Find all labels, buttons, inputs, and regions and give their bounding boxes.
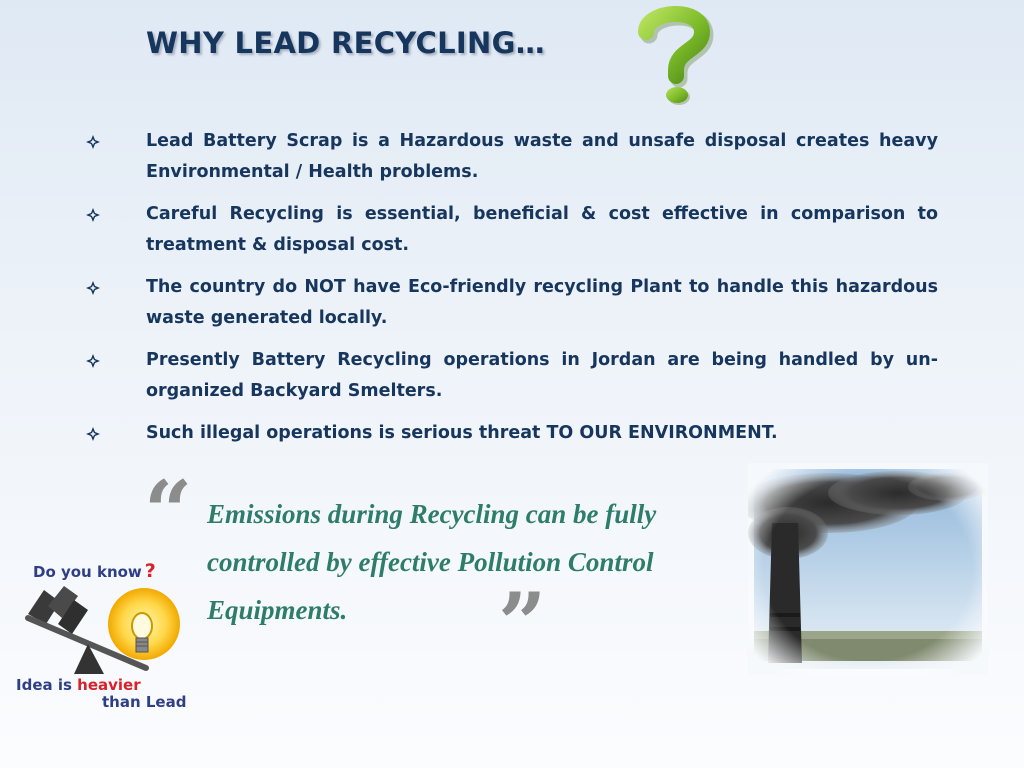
idea-line-highlight: heavier bbox=[77, 676, 141, 694]
bullet-item bbox=[86, 199, 938, 261]
bullet-text: Presently Battery Recycling operations in Jordan are being handled by un-organized Backyard Smelters. bbox=[146, 350, 938, 401]
do-you-know-label: Do you know bbox=[33, 563, 142, 581]
diamond-bullet-icon bbox=[86, 281, 100, 295]
bullet-text: Such illegal operations is serious threat TO OUR ENVIRONMENT. bbox=[146, 423, 778, 443]
quote-close-mark: ” bbox=[498, 574, 547, 673]
diamond-bullet-icon bbox=[86, 354, 100, 368]
diamond-bullet-icon bbox=[86, 135, 100, 149]
bullet-item bbox=[86, 345, 938, 407]
bullet-list bbox=[86, 126, 938, 460]
than-lead-line: than Lead bbox=[102, 693, 187, 711]
idea-line-prefix: Idea is bbox=[16, 676, 78, 694]
question-mark-icon bbox=[632, 2, 716, 108]
do-you-know-question-mark: ? bbox=[144, 560, 156, 582]
quote-text: Emissions during Recycling can be fully controlled by effective Pollution Control Equipments. bbox=[207, 499, 657, 625]
chimney-smoke-photo bbox=[748, 463, 988, 675]
do-you-know-title bbox=[33, 560, 156, 582]
bullet-text: Lead Battery Scrap is a Hazardous waste and unsafe disposal creates heavy Environmental / Health problems. bbox=[146, 131, 938, 182]
bullet-text: Careful Recycling is essential, beneficial & cost effective in comparison to treatment & disposal cost. bbox=[146, 204, 938, 255]
bullet-item bbox=[86, 418, 938, 449]
bullet-text: The country do NOT have Eco-friendly recycling Plant to handle this hazardous waste generated locally. bbox=[146, 277, 938, 328]
quote-open-mark: “ bbox=[144, 462, 193, 561]
diamond-bullet-icon bbox=[86, 208, 100, 222]
do-you-know-graphic bbox=[16, 552, 201, 712]
idea-line bbox=[16, 676, 141, 694]
diamond-bullet-icon bbox=[86, 427, 100, 441]
slide-title: WHY LEAD RECYCLING… bbox=[146, 26, 545, 60]
bullet-item bbox=[86, 126, 938, 188]
bullet-item bbox=[86, 272, 938, 334]
